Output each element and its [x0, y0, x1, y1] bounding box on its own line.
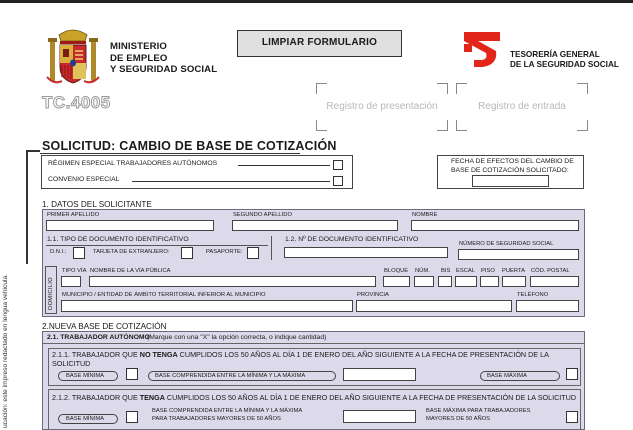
title-bracket-tick [26, 150, 40, 152]
number-input[interactable] [414, 276, 434, 287]
province-input[interactable] [356, 300, 512, 312]
passport-checkbox[interactable] [247, 247, 259, 259]
name-input[interactable] [411, 220, 579, 231]
dni-checkbox[interactable] [73, 247, 85, 259]
bis-label: BIS [441, 268, 451, 274]
second-surname-label: SEGUNDO APELLIDO [233, 212, 292, 218]
item-212-rest: CUMPLIDOS LOS 50 AÑOS AL DÍA 1 DE ENERO DEL AÑO SIGUIENTE A LA FECHA DE PRESENTACIÓN DE LA SOLICITUD [164, 393, 577, 402]
coat-of-arms-icon [44, 27, 102, 91]
item-211-emph: NO TENGA [139, 350, 178, 359]
municipality-label: MUNICIPIO / ENTIDAD DE ÁMBITO TERRITORIAL INFERIOR AL MUNICIPIO [62, 292, 266, 298]
item-211-text [52, 350, 580, 368]
max-base-label: BASE MÁXIMA [487, 373, 527, 379]
door-label: PUERTA [502, 268, 525, 274]
street-type-label: TIPO VÍA [62, 268, 87, 274]
title-bracket [26, 150, 28, 264]
presentation-registry-label: Registro de presentación [326, 101, 438, 112]
between-base-label: BASE COMPRENDIDA ENTRE LA MÍNIMA Y LA MÁXIMA [155, 373, 306, 379]
min-base-50-checkbox[interactable] [126, 411, 138, 423]
item-211-rest: CUMPLIDOS LOS 50 AÑOS AL DÍA 1 DE ENERO DEL AÑO SIGUIENTE A LA FECHA DE PRESENTACIÓN DE LA SOLICITUD [52, 350, 549, 368]
min-base-checkbox[interactable] [126, 368, 138, 380]
form-code: TC.4005 [42, 93, 111, 112]
regime-convenio-checkbox[interactable] [333, 176, 343, 186]
tgss-name [510, 50, 619, 70]
ministry-line-1: MINISTERIO [110, 41, 167, 52]
first-surname-input[interactable] [46, 220, 214, 231]
doc-number-title: 1.2. Nº DE DOCUMENTO IDENTIFICATIVO [285, 236, 419, 243]
number-label: NÚM. [415, 268, 430, 274]
effects-date-label-1: FECHA DE EFECTOS DEL CAMBIO DE [451, 158, 574, 165]
phone-input[interactable] [516, 300, 579, 312]
doc-type-rule [46, 245, 268, 246]
phone-label: TELÉFONO [517, 292, 549, 298]
item-212-emph: TENGA [139, 393, 165, 402]
stair-label: ESCAL [456, 268, 476, 274]
stair-input[interactable] [455, 276, 477, 287]
door-input[interactable] [502, 276, 526, 287]
ministry-line-2: DE EMPLEO [110, 52, 168, 64]
foreigner-card-label: TARJETA DE EXTRANJERO: [93, 249, 170, 255]
ministry-line-3: Y SEGURIDAD SOCIAL [110, 64, 218, 75]
dni-label: D.N.I.: [50, 249, 67, 255]
max-base-50-checkbox[interactable] [566, 411, 578, 423]
street-name-input[interactable] [89, 276, 376, 287]
page-title: SOLICITUD: CAMBIO DE BASE DE COTIZACIÓN [42, 139, 337, 153]
autonomous-subtitle: 2.1. TRABAJADOR AUTÓNOMO [47, 334, 150, 341]
doc-type-title: 1.1. TIPO DE DOCUMENTO IDENTIFICATIVO [47, 236, 189, 243]
section1-title: 1. DATOS DEL SOLICITANTE [42, 200, 152, 209]
between-base-50-label-1: BASE COMPRENDIDA ENTRE LA MÍNIMA Y LA MÁXIMA [152, 408, 303, 414]
entry-registry-label: Registro de entrada [478, 101, 566, 112]
top-rule [0, 0, 633, 3]
address-vertical-label: DOMICILIO [48, 277, 54, 310]
regime-box [41, 155, 353, 189]
entry-registry-box [456, 83, 588, 131]
clear-form-button[interactable]: LIMPIAR FORMULARIO [237, 30, 402, 57]
leader-line [132, 181, 330, 182]
municipality-input[interactable] [61, 300, 353, 312]
section2-title: 2.NUEVA BASE DE COTIZACIÓN [42, 322, 167, 331]
postal-code-input[interactable] [530, 276, 579, 287]
regime-convenio-label: CONVENIO ESPECIAL [48, 176, 120, 183]
ss-number-input[interactable] [458, 249, 579, 260]
first-surname-label: PRIMER APELLIDO [47, 212, 100, 218]
leader-line [238, 165, 330, 166]
doc-divider [271, 236, 272, 260]
block-input[interactable] [383, 276, 410, 287]
bis-input[interactable] [438, 276, 452, 287]
effects-date-input[interactable] [472, 175, 549, 187]
max-base-50-label-1: BASE MÁXIMA PARA TRABAJADORES [426, 408, 531, 414]
vertical-note: ucación: este impreso redactado en lengua vehicula. [2, 274, 9, 428]
ministry-name [110, 41, 217, 76]
second-surname-input[interactable] [232, 220, 398, 231]
item-212-lead: 2.1.2. TRABAJADOR QUE [52, 393, 140, 402]
floor-label: PISO [481, 268, 495, 274]
tgss-logo-icon [462, 29, 502, 69]
between-base-input[interactable] [343, 368, 416, 381]
tgss-line-2: DE LA SEGURIDAD SOCIAL [510, 60, 619, 69]
postal-code-label: CÓD. POSTAL [531, 268, 570, 274]
block-label: BLOQUE [384, 268, 409, 274]
autonomous-note: (Marque con una "X" la opción correcta, o indique cantidad) [147, 334, 327, 341]
foreigner-card-checkbox[interactable] [181, 247, 193, 259]
name-label: NOMBRE [412, 212, 438, 218]
title-underline [40, 153, 300, 154]
effects-date-label-2: BASE DE COTIZACIÓN SOLICITADO: [451, 167, 569, 174]
between-base-50-input[interactable] [343, 410, 416, 423]
max-base-checkbox[interactable] [566, 368, 578, 380]
passport-label: PASAPORTE: [206, 249, 243, 255]
panel-rule [42, 343, 585, 344]
street-type-input[interactable] [61, 276, 81, 287]
min-base-label: BASE MÍNIMA [66, 373, 105, 379]
regime-autonomos-label: RÉGIMEN ESPECIAL TRABAJADORES AUTÓNOMOS [48, 160, 218, 167]
tgss-line-1: TESORERÍA GENERAL [510, 50, 600, 59]
item-211-lead: 2.1.1. TRABAJADOR QUE [52, 350, 140, 359]
presentation-registry-box [316, 83, 448, 131]
between-base-50-label-2: PARA TRABAJADORES MAYORES DE 50 AÑOS [152, 416, 281, 422]
province-label: PROVINCIA [357, 292, 389, 298]
min-base-50-label: BASE MÍNIMA [66, 416, 105, 422]
ss-number-label: NÚMERO DE SEGURIDAD SOCIAL [459, 241, 554, 247]
max-base-50-label-2: MAYORES DE 50 AÑOS [426, 416, 491, 422]
item-212-text [52, 393, 580, 402]
floor-input[interactable] [480, 276, 499, 287]
street-name-label: NOMBRE DE LA VÍA PÚBLICA [90, 268, 171, 274]
regime-autonomos-checkbox[interactable] [333, 160, 343, 170]
doc-number-input[interactable] [284, 247, 448, 258]
